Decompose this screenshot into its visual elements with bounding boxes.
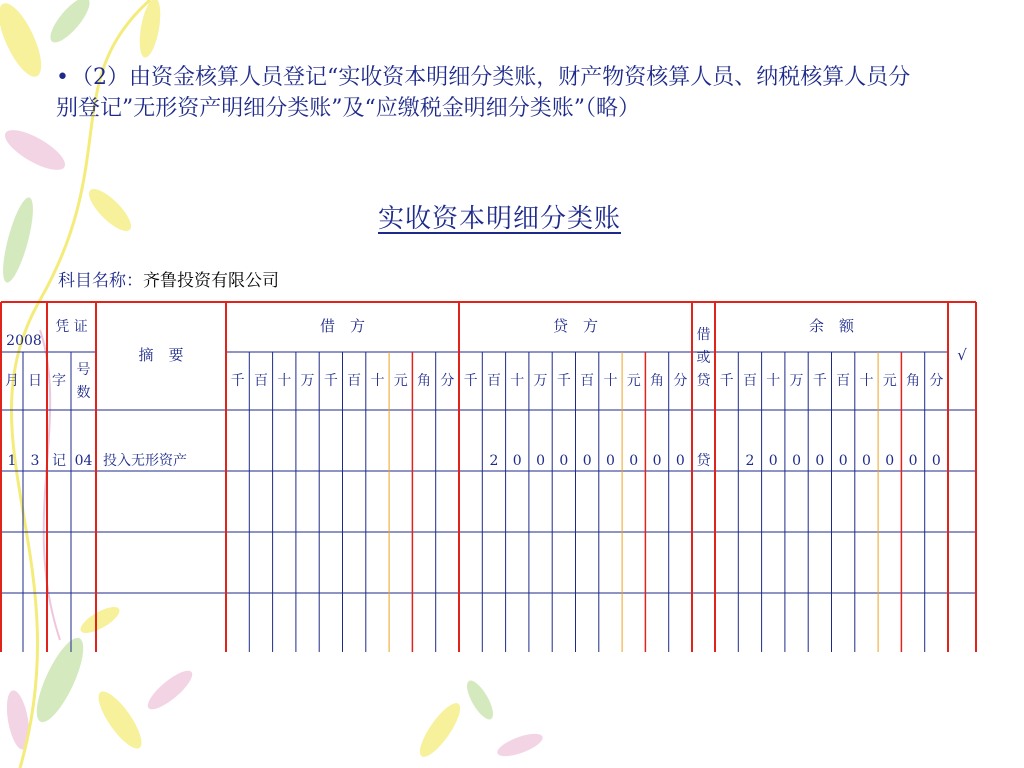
digit-unit-label: 元 xyxy=(626,373,641,389)
credit-digit: 0 xyxy=(675,453,685,469)
header-voucher-num: 号 xyxy=(76,362,91,378)
subject-label: 科目名称： xyxy=(58,271,143,291)
digit-unit-label: 千 xyxy=(230,373,245,389)
digit-unit-label: 百 xyxy=(580,373,595,389)
row-month: 1 xyxy=(7,453,17,469)
balance-digit: 0 xyxy=(792,453,802,469)
row-voucher-num: 04 xyxy=(74,453,93,469)
balance-digit: 0 xyxy=(815,453,825,469)
header-voucher-char: 字 xyxy=(52,373,66,389)
intro-text: （2）由资金核算人员登记“实收资本明细分类账，财产物资核算人员、纳税核算人员分别登记”无形资产明细分类账”及“应缴税金明细分类账”（略） xyxy=(56,65,911,121)
balance-digit: 0 xyxy=(838,453,848,469)
balance-digit: 0 xyxy=(931,453,941,469)
balance-digit: 0 xyxy=(885,453,895,469)
credit-digit: 0 xyxy=(605,453,615,469)
digit-unit-label: 千 xyxy=(323,373,338,389)
row-day: 3 xyxy=(30,453,40,469)
row-debit-or-credit: 贷 xyxy=(696,453,711,469)
digit-unit-label: 十 xyxy=(370,373,385,389)
digit-unit-label: 百 xyxy=(836,373,851,389)
digit-unit-label: 分 xyxy=(673,373,688,389)
subject-value: 齐鲁投资有限公司 xyxy=(143,271,279,291)
digit-unit-label: 百 xyxy=(486,373,501,389)
header-debit-or-credit: 贷 xyxy=(696,373,711,389)
credit-digit: 0 xyxy=(559,453,569,469)
digit-unit-label: 百 xyxy=(347,373,362,389)
digit-unit-label: 角 xyxy=(417,373,432,389)
header-credit: 贷 方 xyxy=(552,317,599,335)
digit-unit-label: 千 xyxy=(463,373,478,389)
digit-unit-label: 百 xyxy=(742,373,757,389)
digit-unit-label: 千 xyxy=(719,373,734,389)
digit-unit-label: 分 xyxy=(440,373,455,389)
header-balance: 余 额 xyxy=(808,317,855,335)
header-voucher-num: 数 xyxy=(76,385,91,401)
digit-unit-label: 百 xyxy=(253,373,268,389)
balance-digit: 0 xyxy=(768,453,778,469)
header-debit-or-credit: 或 xyxy=(696,350,711,366)
digit-unit-label: 元 xyxy=(393,373,408,389)
digit-unit-label: 角 xyxy=(906,373,921,389)
digit-unit-label: 十 xyxy=(603,373,618,389)
balance-digit: 0 xyxy=(908,453,918,469)
header-voucher: 凭 证 xyxy=(55,319,88,335)
digit-unit-label: 万 xyxy=(789,373,804,389)
digit-unit-label: 千 xyxy=(812,373,827,389)
header-check: √ xyxy=(957,346,967,364)
credit-digit: 0 xyxy=(652,453,662,469)
bullet-marker: • xyxy=(56,65,69,90)
digit-unit-label: 万 xyxy=(533,373,548,389)
header-month: 月 xyxy=(5,373,19,389)
credit-digit: 0 xyxy=(582,453,592,469)
credit-digit: 2 xyxy=(489,453,499,469)
digit-unit-label: 十 xyxy=(766,373,781,389)
digit-unit-label: 万 xyxy=(300,373,315,389)
header-debit-or-credit: 借 xyxy=(696,327,711,343)
balance-digit: 0 xyxy=(861,453,871,469)
ledger-title: 实收资本明细分类账 xyxy=(378,204,622,234)
balance-digit: 2 xyxy=(745,453,755,469)
row-voucher-char: 记 xyxy=(52,453,66,469)
header-year: 2008 xyxy=(6,333,42,349)
digit-unit-label: 十 xyxy=(510,373,525,389)
header-debit: 借 方 xyxy=(319,317,366,335)
credit-digit: 0 xyxy=(629,453,639,469)
digit-unit-label: 分 xyxy=(929,373,944,389)
digit-unit-label: 元 xyxy=(882,373,897,389)
digit-unit-label: 十 xyxy=(859,373,874,389)
header-summary: 摘 要 xyxy=(138,346,184,364)
digit-unit-label: 千 xyxy=(556,373,571,389)
digit-unit-label: 十 xyxy=(277,373,292,389)
digit-unit-label: 角 xyxy=(650,373,665,389)
credit-digit: 0 xyxy=(512,453,522,469)
credit-digit: 0 xyxy=(536,453,546,469)
row-summary: 投入无形资产 xyxy=(103,453,187,469)
header-day: 日 xyxy=(28,373,42,389)
